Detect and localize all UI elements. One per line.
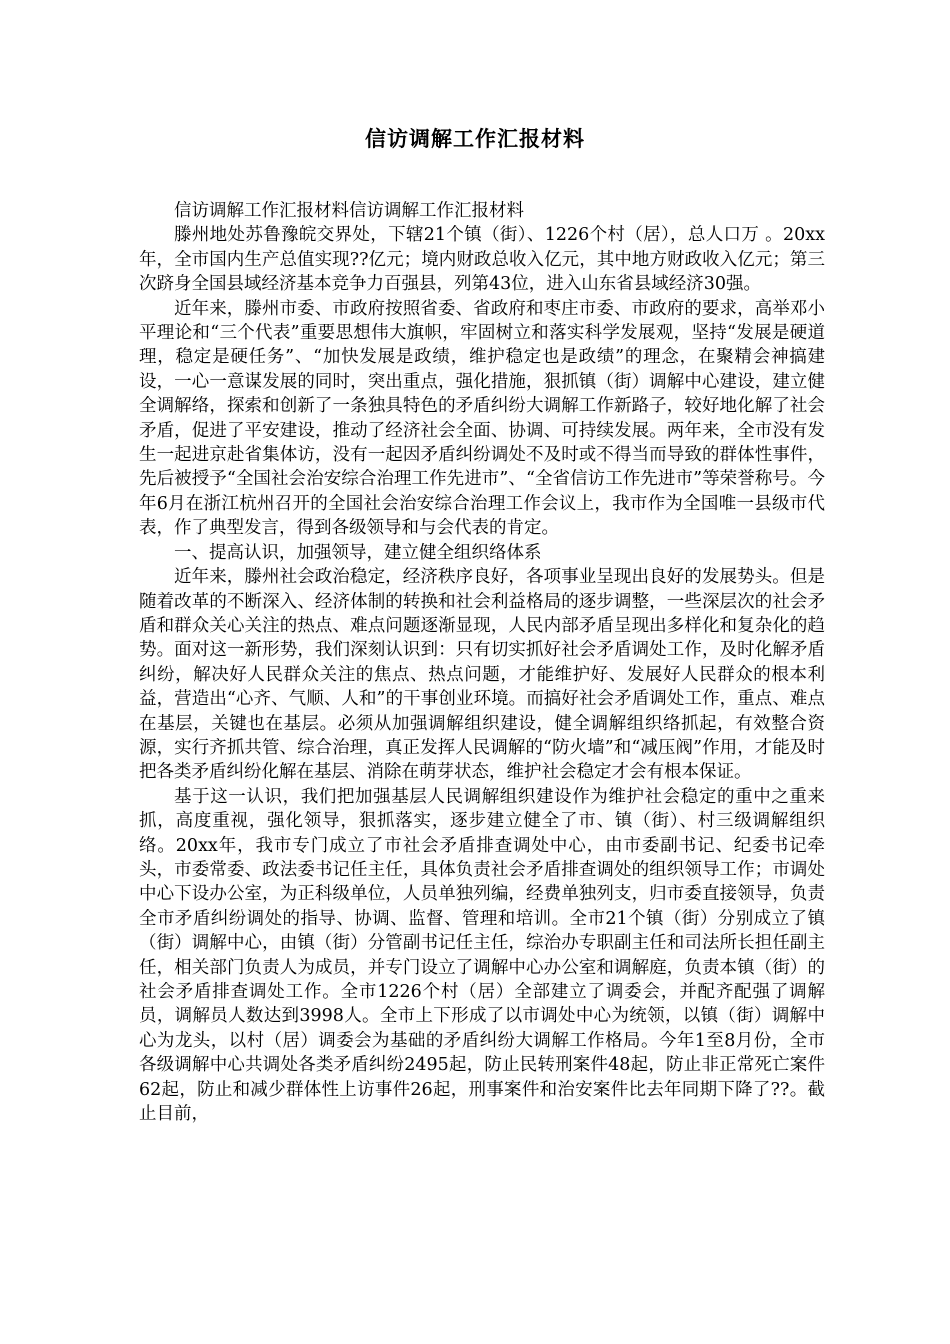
paragraph-situation: 近年来，滕州社会政治稳定，经济秩序良好，各项事业呈现出良好的发展势头。但是随着改革的不断深入、经济体制的转换和社会利益格局的逐步调整，一些深层次的社会矛盾和群众关心关注的热点、难点问题逐渐显现，人民内部矛盾呈现出多样化和复杂化的趋势。面对这一新形势，我们深刻认识到：只有切实抓好社会矛盾调处工作，及时化解矛盾纠纷，解决好人民群众关注的焦点、热点问题，才能维护好、发展好人民群众的根本利益，营造出“心齐、气顺、人和”的干事创业环境。而搞好社会矛盾调处工作，重点、难点在基层，关键也在基层。必须从加强调解组织建设，健全调解组织络抓起，有效整合资源，实行齐抓共管、综合治理，真正发挥人民调解的“防火墙”和“减压阀”作用，才能及时把各类矛盾纠纷化解在基层、消除在萌芽状态，维护社会稳定才会有根本保证。 bbox=[139, 567, 825, 783]
paragraph-recent-years: 近年来，滕州市委、市政府按照省委、省政府和枣庄市委、市政府的要求，高举邓小平理论和“三个代表”重要思想伟大旗帜，牢固树立和落实科学发展观，坚持“发展是硬道理，稳定是硬任务”、“加快发展是政绩，维护稳定也是政绩”的理念，在聚精会神搞建设，一心一意谋发展的同时，突出重点，强化措施，狠抓镇（街）调解中心建设，建立健全调解络，探索和创新了一条独具特色的矛盾纠纷大调解工作新路子，较好地化解了社会矛盾，促进了平安建设，推动了经济社会全面、协调、可持续发展。两年来，全市没有发生一起进京赴省集体访，没有一起因矛盾纠纷调处不及时或不得当而导致的群体性事件，先后被授予“全国社会治安综合治理工作先进市”、“全省信访工作先进市”等荣誉称号。今年6月在浙江杭州召开的全国社会治安综合治理工作会议上，我市作为全国唯一县级市代表，作了典型发言，得到各级领导和与会代表的肯定。 bbox=[139, 298, 825, 539]
section-heading-1: 一、提高认识，加强领导，建立健全组织络体系 bbox=[174, 542, 542, 563]
document-body bbox=[139, 199, 825, 1126]
paragraph-organization: 基于这一认识，我们把加强基层人民调解组织建设作为维护社会稳定的重中之重来抓，高度重视，强化领导，狠抓落实，逐步建立健全了市、镇（街）、村三级调解组织络。20xx年，我市专门成立了市社会矛盾排查调处中心，由市委副书记、纪委书记牵头，市委常委、政法委书记任主任，具体负责社会矛盾排查调处的组织领导工作；市调处中心下设办公室，为正科级单位，人员单独列编，经费单独列支，归市委直接领导，负责全市矛盾纠纷调处的指导、协调、监督、管理和培训。全市21个镇（街）分别成立了镇（街）调解中心，由镇（街）分管副书记任主任，综治办专职副主任和司法所长担任副主任，相关部门负责人为成员，并专门设立了调解中心办公室和调解庭，负责本镇（街）的社会矛盾排查调处工作。全市1226个村（居）全部建立了调委会，并配齐配强了调解员，调解员人数达到3998人。全市上下形成了以市调处中心为统领，以镇（街）调解中心为龙头，以村（居）调委会为基础的矛盾纠纷大调解工作格局。今年1至8月份，全市各级调解中心共调处各类矛盾纠纷2495起，防止民转刑案件48起，防止非正常死亡案件62起，防止和减少群体性上访事件26起，刑事案件和治安案件比去年同期下降了??。截止目前， bbox=[139, 786, 825, 1125]
paragraph-heading-repeat: 信访调解工作汇报材料信访调解工作汇报材料 bbox=[174, 201, 524, 221]
paragraph-overview: 滕州地处苏鲁豫皖交界处，下辖21个镇（街）、1226个村（居），总人口万 。20xx年，全市国内生产总值实现??亿元；境内财政总收入亿元，其中地方财政收入亿元；第三次跻身全国县域经济基本竞争力百强县，列第43位，进入山东省县域经济30强。 bbox=[139, 225, 825, 295]
document-title: 信访调解工作汇报材料 bbox=[365, 126, 585, 151]
